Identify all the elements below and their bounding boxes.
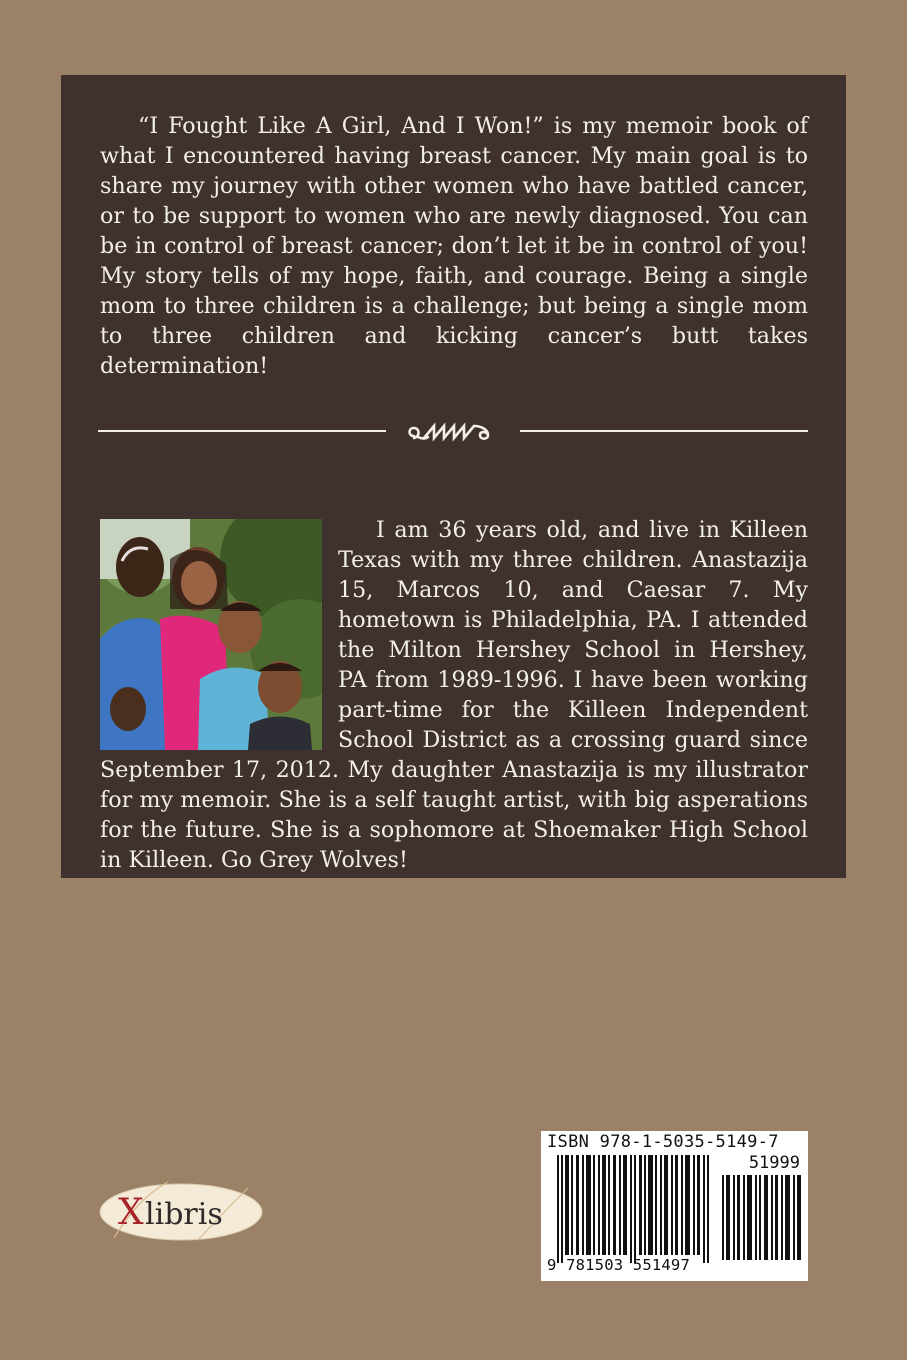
isbn-label: ISBN 978-1-5035-5149-7 — [547, 1132, 779, 1152]
author-bio-paragraph — [100, 515, 808, 875]
text-panel — [61, 75, 846, 878]
isbn-barcode — [541, 1131, 808, 1281]
ean-barcode-bars — [557, 1155, 709, 1263]
author-bio-text: I am 36 years old, and live in Killeen Texas with my three children. Anastazija 15, Marcos 10, and Caesar 7. My hometown is Philadelphia, PA. I attended the Milton Hershey School in Hershey, PA from 1989-1996. I have been working part-time for the Killeen Independent School District as a crossing guard since September 17, 2012. My daughter Anastazija is my illustrator for my memoir. She is a self taught artist, with big asperations for the future. She is a sophomore at Shoemaker High School in Killeen. Go Grey Wolves! — [100, 517, 808, 873]
svg-text:libris: libris — [145, 1197, 223, 1232]
price-code: 51999 — [748, 1153, 800, 1173]
divider-rule-left — [98, 430, 386, 432]
scroll-ornament-icon — [404, 417, 500, 447]
ean-digits: 9 781503 551497 — [547, 1256, 690, 1274]
ornamental-divider — [98, 417, 808, 447]
price-addon-bars — [722, 1175, 803, 1260]
publisher-logo — [98, 1178, 264, 1242]
blurb-paragraph: “I Fought Like A Girl, And I Won!” is my memoir book of what I encountered having breast cancer. My main goal is to share my journey with other women who have battled cancer, or to be support to women who are newly diagnosed. You can be in control of breast cancer; don’t let it be in control of you! My story tells of my hope, faith, and courage. Being a single mom to three children is a challenge; but being a single mom to three children and kicking cancer’s butt takes determination! — [100, 113, 808, 379]
divider-rule-right — [520, 430, 808, 432]
svg-text:X: X — [118, 1192, 144, 1233]
